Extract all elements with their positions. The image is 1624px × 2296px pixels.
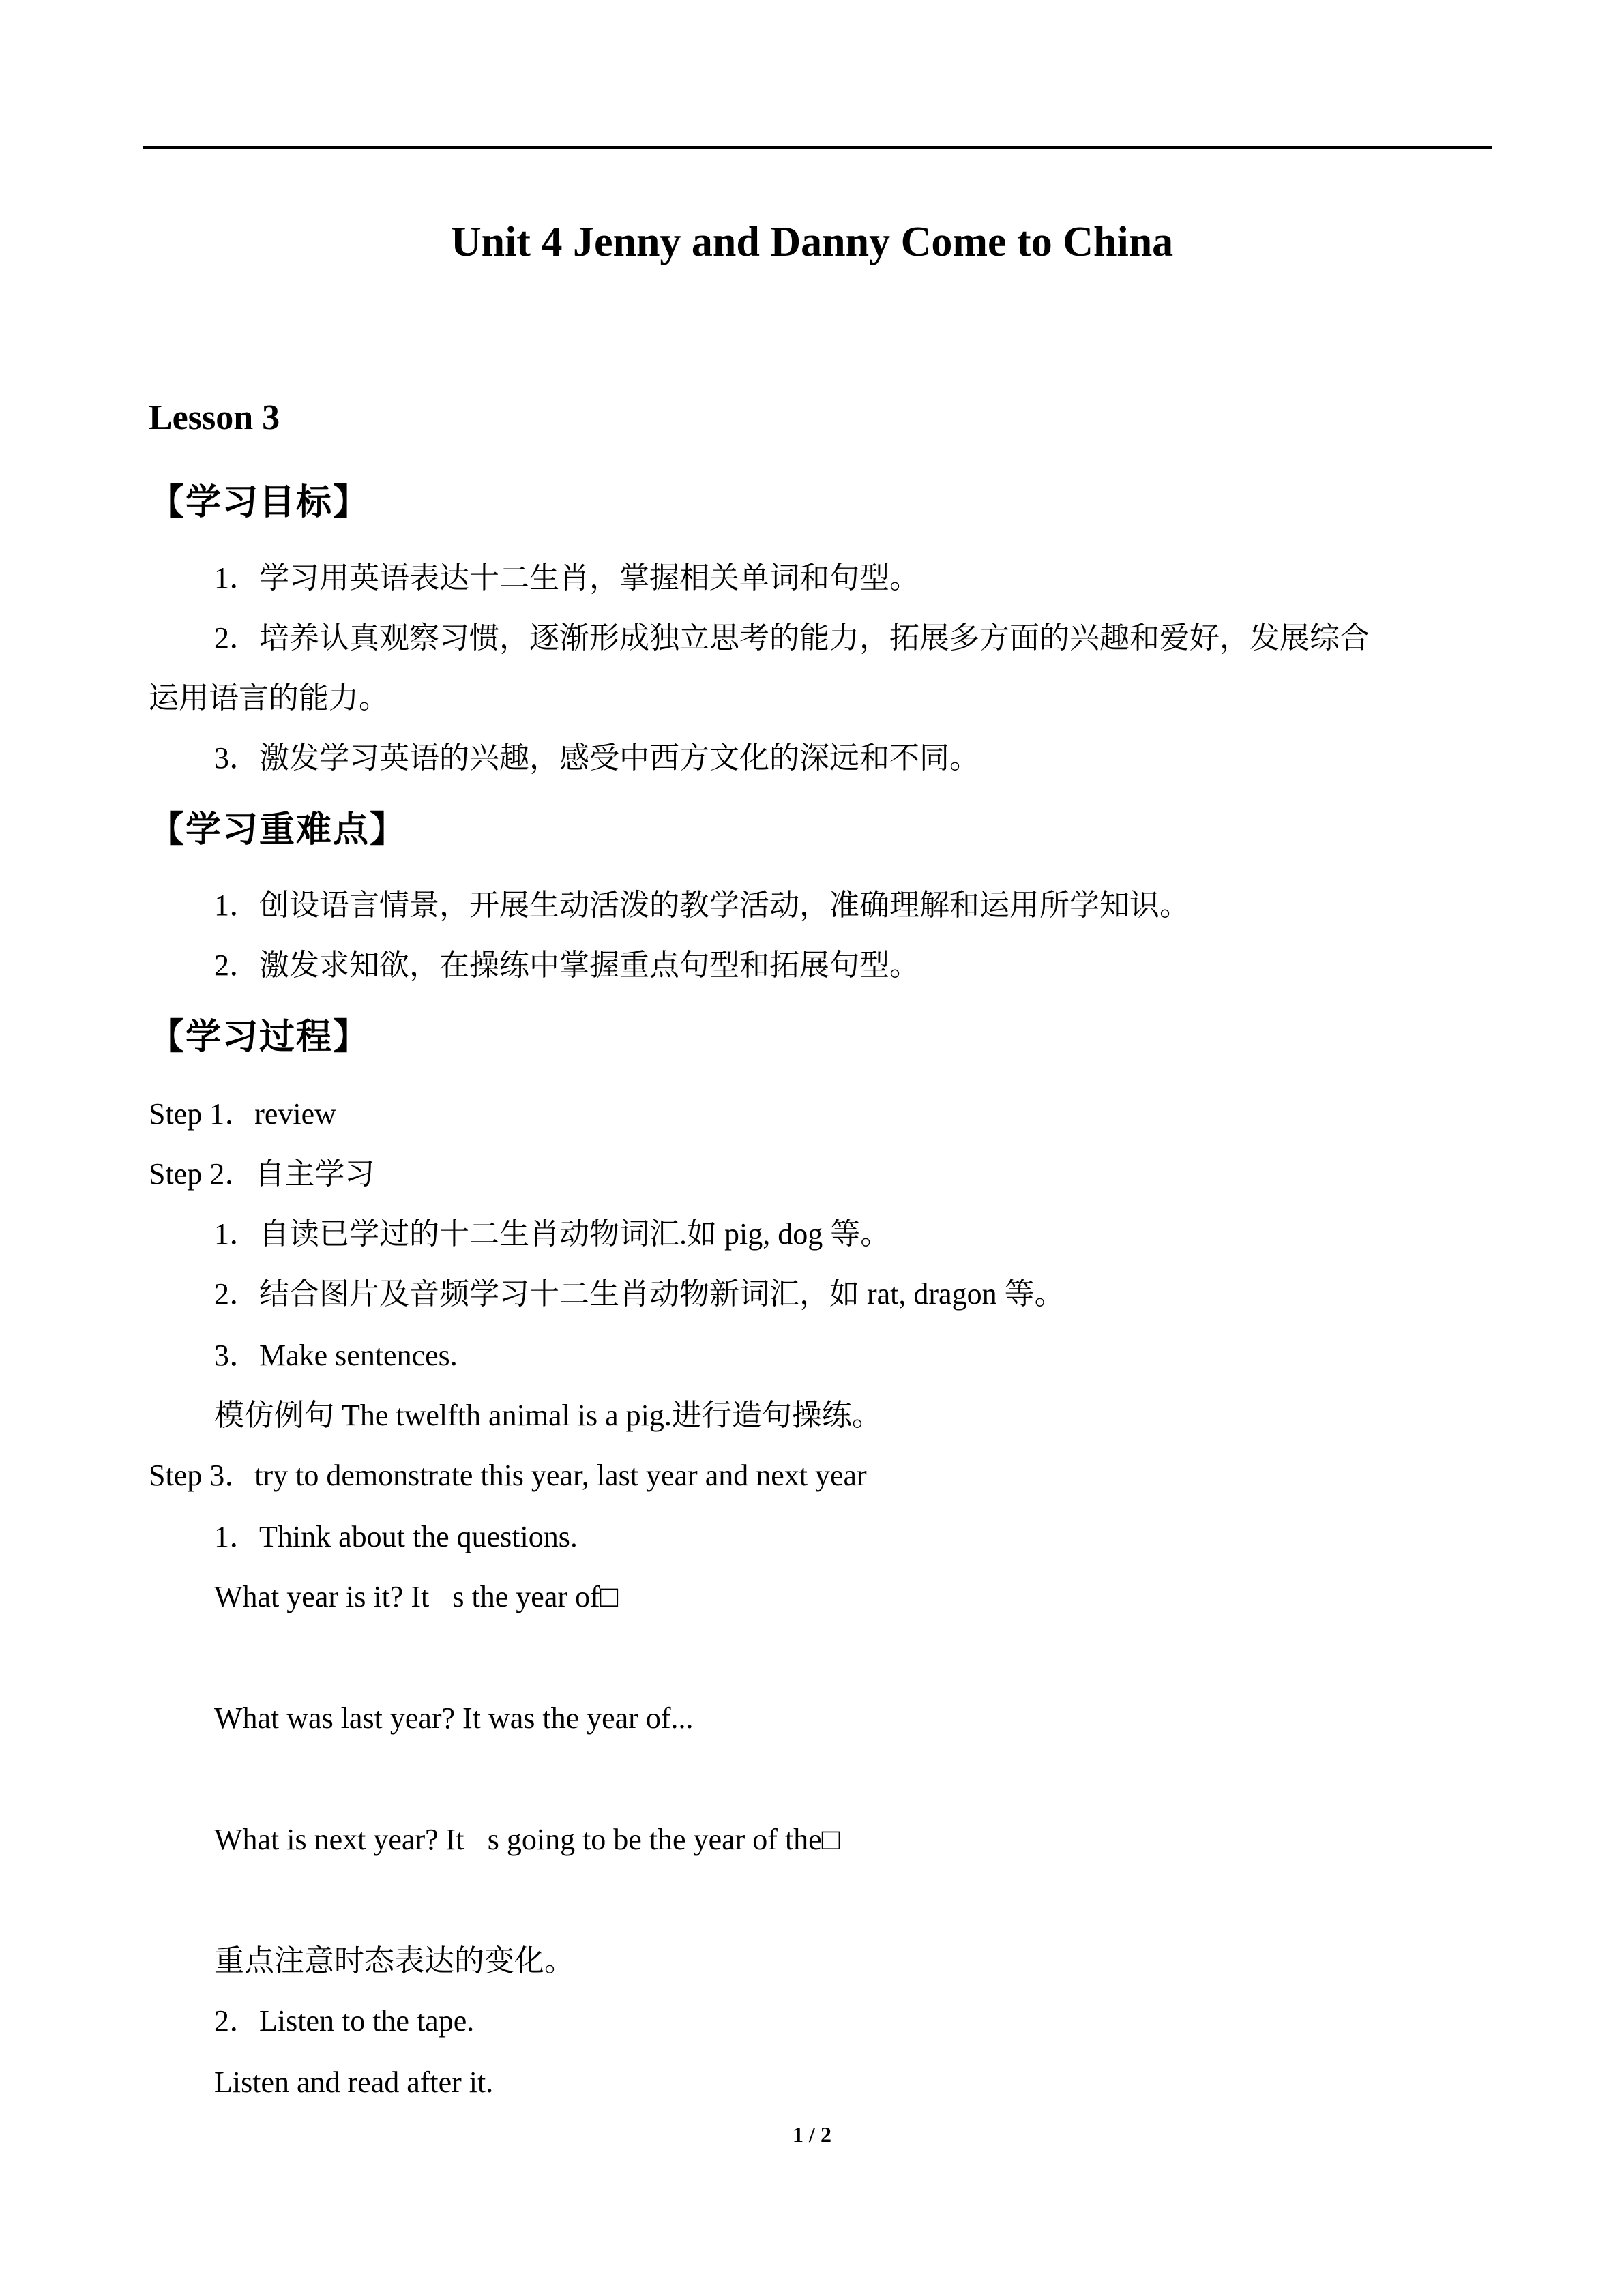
header-rule	[143, 146, 1492, 149]
objective-item: 3．激发学习英语的兴趣，感受中西方文化的深远和不同。	[214, 741, 979, 775]
page-number: 1 / 2	[793, 2122, 831, 2147]
key-point-item: 1．创设语言情景，开展生动活泼的教学活动，准确理解和运用所学知识。	[214, 889, 1190, 922]
process-step: Step 2．自主学习	[149, 1157, 375, 1191]
process-step: Step 1．review	[149, 1097, 336, 1131]
process-line: 1．Think about the questions.	[214, 1520, 578, 1553]
process-line: Listen and read after it.	[214, 2066, 494, 2099]
key-point-item: 2．激发求知欲，在操练中掌握重点句型和拓展句型。	[214, 949, 919, 982]
objective-item-continuation: 运用语言的能力。	[149, 681, 389, 715]
process-line: 模仿例句 The twelfth animal is a pig.进行造句操练。	[214, 1399, 882, 1432]
process-heading: 【学习过程】	[149, 1017, 370, 1058]
objective-item: 2．培养认真观察习惯，逐渐形成独立思考的能力，拓展多方面的兴趣和爱好，发展综合	[214, 621, 1370, 655]
process-line: 重点注意时态表达的变化。	[214, 1944, 574, 1978]
process-line: 2．Listen to the tape.	[214, 2004, 475, 2038]
process-line: 1．自读已学过的十二生肖动物词汇.如 pig, dog 等。	[214, 1217, 891, 1251]
objectives-heading: 【学习目标】	[149, 482, 370, 523]
lesson-heading: Lesson 3	[149, 398, 280, 437]
question-line: What was last year? It was the year of...	[214, 1701, 694, 1735]
process-step: Step 3．try to demonstrate this year, last year and next year	[149, 1459, 867, 1492]
question-line: What year is it? It⃟s the year of□	[214, 1580, 619, 1613]
objective-item: 1．学习用英语表达十二生肖，掌握相关单词和句型。	[214, 561, 919, 595]
process-line: 3．Make sentences.	[214, 1339, 458, 1372]
page-title: Unit 4 Jenny and Danny Come to China	[450, 219, 1174, 265]
question-line: What is next year? It⃟s going to be the year of the□	[214, 1823, 840, 1856]
process-line: 2．结合图片及音频学习十二生肖动物新词汇，如 rat, dragon 等。	[214, 1277, 1065, 1311]
key-points-heading: 【学习重难点】	[149, 809, 407, 850]
